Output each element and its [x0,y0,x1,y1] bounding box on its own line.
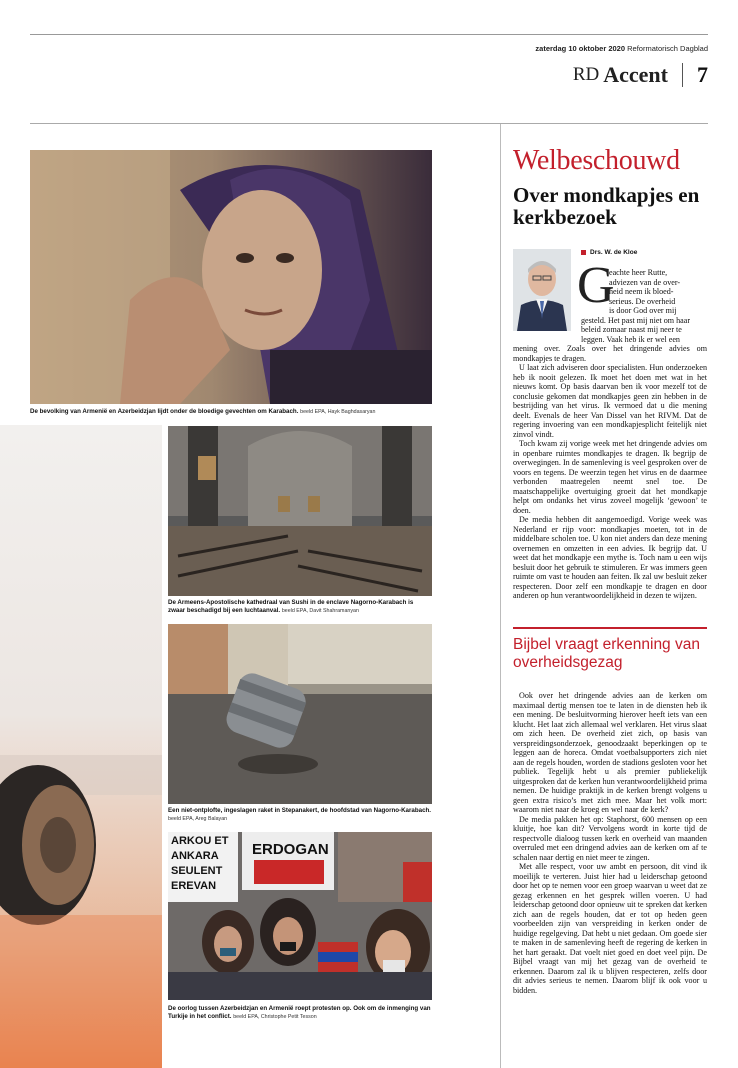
subheading: Bijbel vraagt erkenning van overheidsgezag [513,636,700,671]
drop-cap: G [577,257,615,314]
column-divider [500,124,501,1068]
header-divider [682,63,683,87]
caption-4 [168,1005,432,1022]
intro-lines-top [609,268,707,316]
protest-image [168,832,432,1000]
author-name: Drs. W. de Kloe [590,249,638,256]
intro-continuation: mening over. Zoals over het dringende advies om mondkapjes te dragen. [513,344,707,363]
page-number: 7 [697,62,708,87]
body-paragraph: Ook over het dringende advies aan de kerken om maximaal dertig mensen toe te laten in de diensten heb ik een mening. De besluitvorming hierover heeft iets van een klucht. Het laat zich allemaal wel verklaren. Het virus slaat om zich heen. De overheid ziet zich, op basis van verspreidingsonderzoek, genoodzaakt beperkingen op te leggen aan de horeca. Omdat voetbalsupporters zich niet aan de regels houden, worden de stadions gesloten voor het publiek. Tegelijk hebt u als premier publiekelijk uitgesproken dat de kerken hun verantwoordelijkheid prima nemen. De huidige praktijk in de kerken brengt volgens u geen extra risico’s met zich mee. Maar het volk mort: waarom niet naar de kroeg en wel naar de kerk? [513,691,707,814]
body-paragraph: U laat zich adviseren door specialisten. Hun onderzoeken heb ik nooit gelezen. Ik moet het doen met wat in het nieuws komt. Op basis daarvan ben ik voor mezelf tot de conclusie gekomen dat mondkapjes geen zin hebben in de bestrijding van het virus. Ik vermoed dat u die mening deelt. Evenals de heer Van Dissel van het RIVM. Dat de regering invoering van een mondkapjesplicht feitelijk niet zinvol vindt. [513,363,707,439]
article-body-part-2 [513,691,707,995]
protest-sign-left-line-3: SEULENT [171,865,223,877]
caption-3-credit: beeld EPA, Areg Balayan [168,816,228,823]
caption-2-text: De Armeens-Apostolische kathedraal van Sushi in de enclave Nagorno-Karabach is zwaar beschadigd bij een luchtaanval. [168,599,414,615]
caption-3-text: Een niet-ontplofte, ingeslagen raket in Stepanakert, de hoofdstad van Nagorno-Karabach. [168,807,432,814]
subheading-rule [513,627,707,629]
cathedral-image [168,426,432,596]
protest-sign-left-line-1: ARKOU ET [171,835,229,847]
intro-line: leggen. Vaak heb ik er wel een [581,334,680,344]
caption-2-credit: beeld EPA, Davit Shahramanyan [281,608,359,615]
caption-1-text: De bevolking van Armenië en Azerbeidzjan lijdt onder de bloedige gevechten om Karabach. [30,408,299,415]
truck-tire-image [0,425,162,1068]
intro-line: adviezen van de over- [609,277,681,287]
section-header [573,62,708,88]
intro-line: serieus. De overheid [609,296,676,306]
protest-sign-left-line-2: ANKARA [171,850,219,862]
photo-protest [168,832,432,1000]
elderly-woman-image [30,150,432,404]
top-rule [30,34,708,35]
publication-name: Reformatorisch Dagblad [627,44,708,53]
protest-sign-erdogan: ERDOGAN [252,841,329,858]
intro-line: heid neem ik bloed- [609,287,674,296]
rocket-image [168,624,432,804]
caption-4-credit: beeld EPA, Christophe Petit Tesson [233,1014,317,1021]
intro-lines-mid [581,316,707,345]
caption-1 [30,408,432,416]
photo-truck-tire [0,425,162,1068]
protest-sign-left-line-4: EREVAN [171,880,217,892]
caption-2 [168,599,432,616]
intro-line: is door God over mij [609,306,677,315]
intro-line: eachte heer Rutte, [609,268,668,277]
intro-line: gesteld. Het past mij niet om haar [581,315,691,325]
body-paragraph: Toch kwam zij vorige week met het dringende advies om in openbare ruimtes mondkapjes te dragen. Ik begrijp de overwegingen. In de samenleving is veel gesproken over de voors en tegens. De weerzin tegen het virus en de daarmee verbonden maatregelen neemt snel toe. De maatschappelijke overtuiging groeit dat het mondkapje helpt om ondanks het virus zoveel mogelijk ‘gewoon’ te doen. [513,439,707,515]
caption-1-credit: beeld EPA, Hayk Baghdasaryan [300,409,376,415]
body-paragraph: De media hebben dit aangemoedigd. Vorige week was Nederland er rijp voor: mondkapjes moeten, tot in de middelbare scholen toe. U kon niet anders dan deze mening overnemen en omzetten in een advies. Ik begrijp dat. U weet dat het mondkapje een mythe is. Toch nam u een wijs besluit door het gebruik te stimuleren. Er was immers geen ruimte om vast te houden aan feiten. Ik zal uw besluit zeker respecteren. Door zelf een mondkapje te dragen en door anderen op hun verantwoordelijkheid in dezen te wijzen. [513,515,707,600]
author-byline [581,249,637,256]
caption-4-text: De oorlog tussen Azerbeidzjan en Armenië roept protesten op. Ook om de inmenging van Turkije in het conflict. [168,1005,431,1021]
body-paragraph: De media pakken het op: Staphorst, 600 mensen op een kluitje, hoe kan dit? Vervolgens wordt in korte tijd de respectvolle dialoog tussen kerk en overheid van maanden overruled met een dringend advies aan de kerken om af te schalen naar dertig en niet meer te zingen. [513,814,707,862]
author-portrait-image [513,249,571,331]
article-headline: Over mondkapjes en kerkbezoek [513,183,700,229]
photo-elderly-woman [30,150,432,404]
byline-square-icon [581,250,586,255]
column-kicker: Welbeschouwd [513,145,680,176]
article-body-part-1 [513,344,707,601]
page-date-line [535,44,708,53]
photo-cathedral [168,426,432,596]
body-paragraph: Met alle respect, voor uw ambt en persoon, dit vind ik moeilijk te verteren. Juist hier had u leiderschap getoond door het op te nemen voor een groep waarvan u weet dat ze gezag erkennen en het gesprek willen voeren. U had leiderschap getoond door opnieuw uit te spreken dat kerken zich aan de regels houden, dat er tot op heden geen voorbeelden zijn van verspreiding in kerken onder de huidige regelgeving. Dat hebt u niet gedaan. Om goede sier te maken in de samenleving heeft de regering de kerken in het hart geraakt. Dat voelt niet goed en doet veel pijn. De Bijbel vraagt van mij het gezag van de overheid te erkennen. Daarom zal ik u blijven respecteren, zelfs door dit advies serieus te nemen. Daarom blijf ik ook voor u bidden. [513,862,707,995]
author-portrait [513,249,571,331]
header-bottom-rule [30,123,708,124]
caption-3 [168,807,432,824]
issue-date: zaterdag 10 oktober 2020 [535,44,626,53]
photo-rocket [168,624,432,804]
intro-line: beleid zomaar naast mij neer te [581,325,682,334]
section-rd: RD [572,64,600,85]
section-title: Accent [603,62,668,87]
